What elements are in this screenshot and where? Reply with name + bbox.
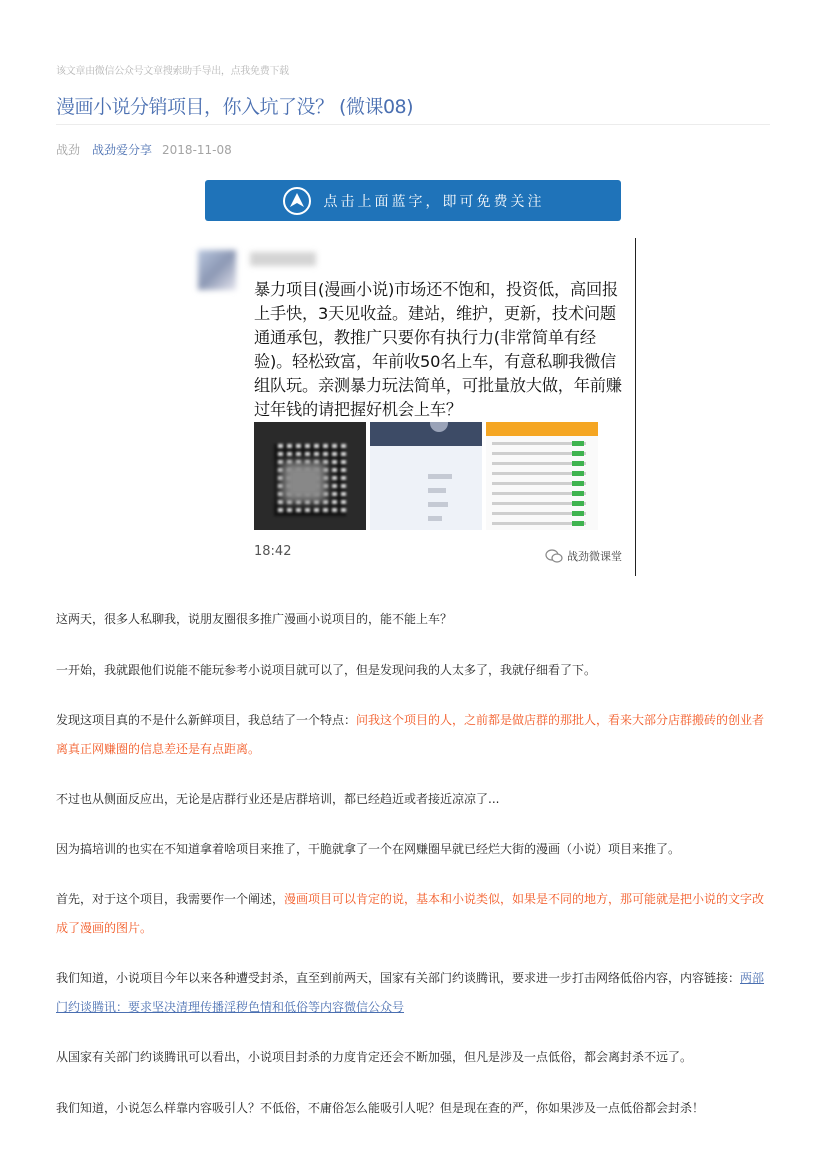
data-list-tag xyxy=(572,481,584,486)
moment-message: 暴力项目(漫画小说)市场还不饱和，投资低，高回报上手快，3天见收益。建站，维护，更新，技术问题通通承包，教推广只要你有执行力(非常简单有经验)。轻松致富，年前收50名上车，有意私聊我微信组队玩。亲测暴力玩法简单，可批量放大做，年前赚过年钱的请把握好机会上车？ xyxy=(254,280,622,419)
paragraph: 从国家有关部门约谈腾讯可以看出，小说项目封杀的力度肯定还会不断加强，但凡是涉及一点低俗，都会离封杀不远了。 xyxy=(56,1050,693,1064)
moment-image-app-screen xyxy=(370,422,482,530)
paragraph xyxy=(56,964,772,1022)
arrow-up-circle-icon xyxy=(282,186,312,216)
app-screen-line xyxy=(428,488,446,493)
blurred-avatar xyxy=(198,250,236,290)
paragraph: 不过也从侧面反应出，无论是店群行业还是店群培训，都已经趋近或者接近凉凉了... xyxy=(56,792,500,806)
data-list-tag xyxy=(572,491,584,496)
data-list-tag xyxy=(572,441,584,446)
paragraph-text: 我们知道，小说项目今年以来各种遭受封杀，直至到前两天，国家有关部门约谈腾讯，要求进一步打击网络低俗内容，内容链接： xyxy=(56,971,741,985)
data-list-tag xyxy=(572,451,584,456)
data-list-header xyxy=(486,422,598,436)
highlight-text: 问我这个项目的人，之前都是做店群的那批人，看来大部分店群搬砖的创业者离真正网赚圈的信息差还是有点距离。 xyxy=(56,713,765,756)
banner-text: 点击上面蓝字，即可免费关注 xyxy=(323,193,545,210)
paragraph-text: 首先，对于这个项目，我需要作一个阐述， xyxy=(56,892,285,906)
meta-author[interactable]: 战劲爱分享 xyxy=(92,143,153,157)
wechat-icon xyxy=(545,549,563,563)
meta-source: 战劲 xyxy=(56,143,81,157)
follow-banner[interactable] xyxy=(205,180,621,221)
blurred-username xyxy=(250,252,316,266)
app-screen-header xyxy=(370,422,482,446)
meta-date: 2018-11-08 xyxy=(162,143,232,157)
export-notice[interactable]: 该文章由微信公众号文章搜索助手导出，点我免费下载 xyxy=(56,66,289,77)
data-list-tag xyxy=(572,511,584,516)
data-list-tag xyxy=(572,521,584,526)
data-list-tag xyxy=(572,461,584,466)
app-screen-line xyxy=(428,474,452,479)
app-screen-line xyxy=(428,502,448,507)
paragraph: 因为搞培训的也实在不知道拿着啥项目来推了，干脆就拿了一个在网赚圈早就已经烂大街的漫画（小说）项目来推了。 xyxy=(56,842,681,856)
highlight-text: 漫画项目可以肯定的说，基本和小说类似，如果是不同的地方，那可能就是把小说的文字改成了漫画的图片。 xyxy=(56,892,765,935)
screenshot-edge xyxy=(635,238,636,576)
article-meta xyxy=(56,141,232,158)
moment-time: 18:42 xyxy=(254,544,292,559)
article-link[interactable]: 两部门约谈腾讯：要求坚决清理传播淫秽色情和低俗等内容微信公众号 xyxy=(56,971,765,1014)
paragraph: 这两天，很多人私聊我，说朋友圈很多推广漫画小说项目的，能不能上车？ xyxy=(56,612,453,626)
article-title: 漫画小说分销项目，你入坑了没？ (微课08) xyxy=(56,96,414,118)
watermark-text: 战劲微课堂 xyxy=(567,550,622,563)
app-screen-line xyxy=(428,516,442,521)
moment-image-qrcode xyxy=(254,422,366,530)
paragraph xyxy=(56,885,772,943)
moment-image-data-list xyxy=(486,422,598,530)
wechat-moment-screenshot xyxy=(190,238,636,576)
paragraph: 我们知道，小说怎么样靠内容吸引人？不低俗，不庸俗怎么能吸引人呢？但是现在查的严，你如果涉及一点低俗都会封杀！ xyxy=(56,1101,705,1115)
qrcode-blur xyxy=(282,462,326,502)
paragraph xyxy=(56,706,772,764)
paragraph: 一开始，我就跟他们说能不能玩参考小说项目就可以了，但是发现问我的人太多了，我就仔细看了下。 xyxy=(56,663,597,677)
watermark xyxy=(545,548,622,564)
paragraph-text: 发现这项目真的不是什么新鲜项目，我总结了一个特点： xyxy=(56,713,357,727)
data-list-tag xyxy=(572,471,584,476)
data-list-tag xyxy=(572,501,584,506)
title-divider xyxy=(56,124,770,125)
